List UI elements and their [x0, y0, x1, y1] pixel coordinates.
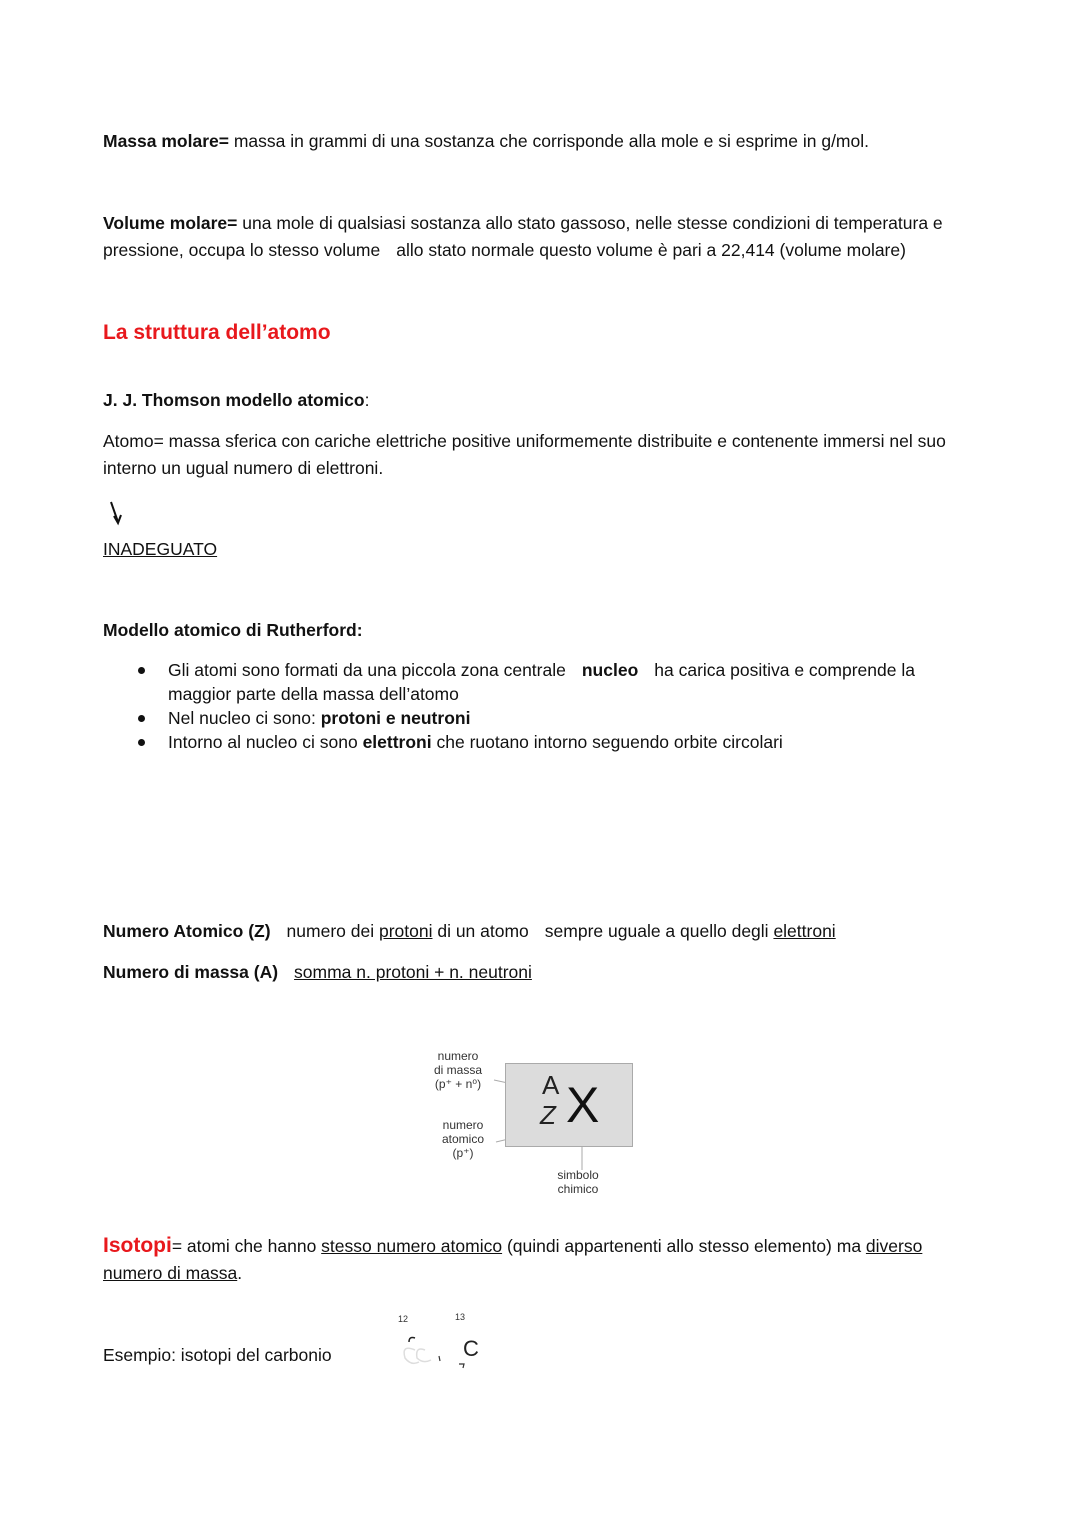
numero-atomico-elettroni: elettroni: [773, 921, 836, 941]
section-title: La struttura dell’atomo: [103, 321, 331, 344]
massa-molare-text: massa in grammi di una sostanza che corrisponde alla mole e si esprime in g/mol.: [228, 131, 869, 151]
nuclide-atomic-number: Z: [540, 1100, 556, 1130]
volume-molare-definition: [103, 210, 983, 264]
numero-atomico-protoni: protoni: [378, 921, 433, 941]
label-atomico-line-2: atomico: [441, 1132, 485, 1146]
rutherford-b3-post: che ruotano intorno seguendo orbite circolari: [431, 732, 783, 752]
c12-mass-number: 12: [398, 1314, 409, 1324]
thomson-colon: :: [364, 390, 370, 410]
bullet-icon: [138, 667, 145, 674]
label-simbolo-line-2: chimico: [557, 1182, 599, 1196]
thomson-def-term: Atomo=: [103, 431, 164, 451]
rutherford-b3-pre: Intorno al nucleo ci sono: [168, 732, 363, 752]
rutherford-b1-bold: nucleo: [581, 660, 639, 680]
rutherford-b3-bold: elettroni: [362, 732, 432, 752]
numero-atomico-t2: di un atomo: [432, 921, 529, 941]
rutherford-b1-pre: Gli atomi sono formati da una piccola zona centrale: [168, 660, 566, 680]
nuclide-symbol: X: [566, 1077, 600, 1133]
rutherford-b1-post: ha carica positiva e comprende la maggior parte della massa dell’atomo: [168, 660, 915, 704]
carbon-isotopes-handwritten: [395, 1312, 495, 1372]
numero-atomico-term: Numero Atomico (Z): [103, 921, 271, 941]
bullet-icon: [138, 739, 145, 746]
volume-molare-text-2: allo stato normale questo volume è pari a 22,414 (volume molare): [396, 240, 906, 260]
label-massa-line-3: (p⁺ + n⁰): [434, 1077, 482, 1091]
label-simbolo-line-1: simbolo: [557, 1168, 599, 1182]
rutherford-list: [168, 658, 968, 754]
rutherford-heading-line: [103, 617, 983, 644]
label-atomico-line-3: (p⁺): [452, 1146, 474, 1160]
list-item: [168, 706, 968, 730]
down-arrow-icon: [108, 500, 124, 526]
volume-molare-term: Volume molare=: [103, 213, 238, 233]
list-item: [168, 658, 968, 706]
label-atomico-line-1: numero: [442, 1118, 484, 1132]
numero-massa-text: somma n. protoni + n. neutroni: [294, 962, 532, 982]
isotopi-term: Isotopi: [103, 1234, 172, 1257]
numero-massa-line: [103, 959, 983, 986]
label-simbolo-chimico: [545, 1168, 611, 1196]
label-massa-line-2: di massa: [433, 1063, 483, 1077]
numero-atomico-t3: sempre uguale a quello degli: [544, 921, 774, 941]
c12-symbol-handwritten: [395, 1332, 455, 1372]
isotopi-t3: .: [237, 1263, 243, 1283]
c13-mass-number: 13: [455, 1312, 466, 1322]
nuclide-box: [505, 1063, 633, 1147]
thomson-verdict: INADEGUATO: [103, 539, 218, 559]
isotopi-t2: (quindi appartenenti allo stesso elemento) ma: [502, 1236, 866, 1256]
rutherford-b2-pre: Nel nucleo ci sono:: [168, 708, 321, 728]
rutherford-b2-bold: protoni e neutroni: [320, 708, 471, 728]
numero-atomico-line: [103, 918, 983, 945]
nuclide-mass-number: A: [542, 1070, 560, 1100]
numero-massa-term: Numero di massa (A): [103, 962, 279, 982]
label-massa-line-1: numero: [437, 1049, 479, 1063]
thomson-heading-line: [103, 387, 983, 414]
thomson-definition: [103, 428, 983, 482]
c13-atomic-number-mark: [457, 1362, 467, 1370]
isotopi-definition: [103, 1232, 983, 1287]
massa-molare-term: Massa molare=: [103, 131, 229, 151]
bullet-icon: [138, 715, 145, 722]
thomson-def-text: massa sferica con cariche elettriche positive uniformemente distribuite e contenente immersi nel suo interno un ugual numero di elettroni.: [103, 431, 946, 478]
massa-molare-definition: [103, 128, 983, 155]
list-item: [168, 730, 968, 754]
thomson-heading: J. J. Thomson modello atomico: [103, 390, 365, 410]
volume-molare-text-1: una mole di qualsiasi sostanza allo stato gassoso, nelle stesse condizioni di temperatura e pressione, occupa lo stesso volume: [103, 213, 943, 260]
isotopi-u2: diverso numero di massa: [103, 1236, 923, 1283]
numero-atomico-t1: numero dei: [286, 921, 379, 941]
isotopi-u1: stesso numero atomico: [321, 1236, 503, 1256]
c13-symbol: C: [463, 1336, 479, 1361]
isotopi-t1: = atomi che hanno: [171, 1236, 322, 1256]
rutherford-heading: Modello atomico di Rutherford:: [103, 620, 363, 640]
esempio-text: Esempio: isotopi del carbonio: [103, 1345, 332, 1365]
